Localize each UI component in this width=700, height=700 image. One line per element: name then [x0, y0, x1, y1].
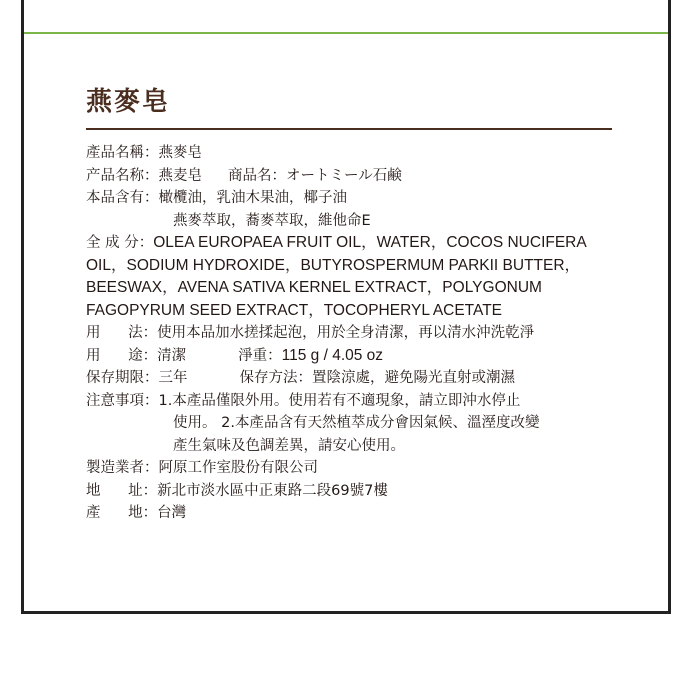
- field-value: 1.本產品僅限外用。使用若有不適現象，請立即沖水停止: [158, 392, 521, 409]
- field-label: 地 址: [86, 482, 143, 499]
- row-usage: 用 法 ： 使用本品加水搓揉起泡，用於全身清潔，再以清水沖洗乾淨: [86, 322, 612, 345]
- field-value: 燕麥皂: [158, 145, 202, 161]
- field-value: 三年: [158, 370, 188, 386]
- field-label: 全 成 分: [86, 235, 139, 251]
- field-value: 燕麦皂: [158, 167, 202, 184]
- sub-field-label: 保存方法: [239, 370, 298, 386]
- row-address: 地 址 ： 新北市淡水區中正東路二段69號7樓: [86, 480, 612, 503]
- page-title: 燕麥皂: [86, 87, 171, 117]
- sub-field-label: 商品名: [228, 167, 272, 184]
- row-manufacturer: 製造業者 ： 阿原工作室股份有限公司: [86, 457, 612, 480]
- field-label: 產品名稱: [86, 145, 144, 161]
- field-label: 用 途: [86, 347, 143, 364]
- field-value: 阿原工作室股份有限公司: [158, 460, 318, 476]
- row-notes: 注意事項 ： 1.本產品僅限外用。使用若有不適現象，請立即沖水停止: [86, 390, 612, 413]
- field-label: 产品名称: [86, 167, 144, 184]
- accent-divider: [24, 32, 668, 34]
- field-label: 用 法: [86, 325, 143, 341]
- sub-field-label: 淨重: [238, 347, 268, 364]
- field-value: 使用本品加水搓揉起泡，用於全身清潔，再以清水沖洗乾淨: [157, 325, 535, 341]
- field-label: 製造業者: [86, 460, 144, 476]
- field-label: 本品含有: [86, 190, 144, 206]
- row-purpose: 用 途 ： 清潔 淨重：115 g / 4.05 oz: [86, 345, 612, 368]
- sub-field-value: 置陰涼處，避免陽光直射或潮濕: [312, 370, 515, 386]
- field-value: 台灣: [157, 505, 187, 521]
- notes-line-3: 產生氣味及色調差異，請安心使用。: [173, 437, 405, 454]
- ingredients-value: OLEA EUROPAEA FRUIT OIL，WATER，COCOS NUCIFERA OIL，SODIUM HYDROXIDE，BUTYROSPERMUM PARKII BUTTER，BEESWAX，AVENA SATIVA KERNEL EXTRACT，POLYGONUM FAGOPYRUM SEED EXTRACT，TOCOPHERYL ACETATE: [86, 234, 586, 319]
- row-product-name: 產品名稱 ： 燕麥皂: [86, 142, 612, 165]
- row-origin: 產 地 ： 台灣: [86, 502, 612, 525]
- field-value: 橄欖油，乳油木果油，椰子油: [158, 190, 347, 206]
- sub-field-value: オートミール石鹸: [286, 167, 402, 184]
- field-label: 注意事項: [86, 392, 144, 409]
- product-info: [86, 142, 612, 525]
- field-label: 保存期限: [86, 370, 144, 386]
- row-ingredients: 全 成 分：OLEA EUROPAEA FRUIT OIL，WATER，COCOS NUCIFERA OIL，SODIUM HYDROXIDE，BUTYROSPERMUM PARKII BUTTER，BEESWAX，AVENA SATIVA KERNEL EXTRACT，POLYGONUM FAGOPYRUM SEED EXTRACT，TOCOPHERYL ACETATE: [86, 234, 586, 319]
- notes-line-2: 使用。 2.本產品含有天然植萃成分會因氣候、溫溼度改變: [173, 415, 540, 431]
- field-value: 新北市淡水區中正東路二段69號7樓: [157, 482, 388, 499]
- sub-field-value: 115 g / 4.05 oz: [281, 346, 384, 364]
- field-label: 產 地: [86, 505, 143, 521]
- row-product-name-simplified: 产品名称 ： 燕麦皂 商品名：オートミール石鹸: [86, 165, 612, 188]
- row-shelf-life: 保存期限 ： 三年 保存方法：置陰涼處，避免陽光直射或潮濕: [86, 367, 612, 390]
- title-underline: [86, 128, 612, 130]
- field-value: 清潔: [157, 347, 187, 364]
- contains-line-2: 燕麥萃取，蕎麥萃取，維他命E: [173, 212, 371, 229]
- row-contains: 本品含有 ： 橄欖油，乳油木果油，椰子油: [86, 187, 612, 210]
